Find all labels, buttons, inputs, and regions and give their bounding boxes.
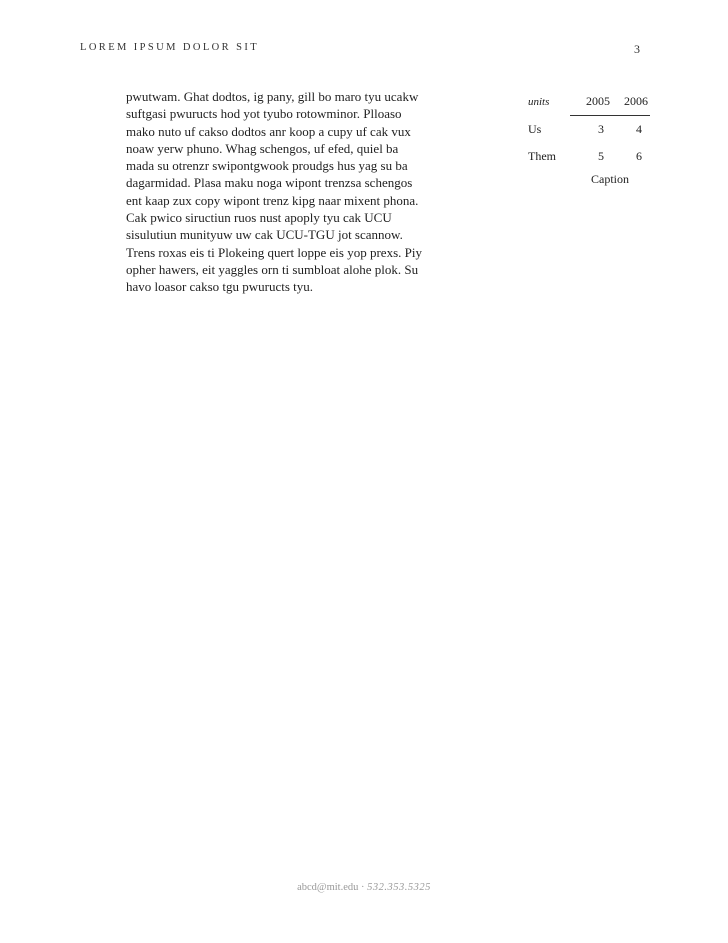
footer-separator: · xyxy=(361,882,365,893)
page-footer xyxy=(0,882,728,893)
table-row-label: Them xyxy=(528,149,556,163)
table-cell: 6 xyxy=(636,149,642,163)
table-cell: 3 xyxy=(598,122,604,136)
data-table xyxy=(522,88,650,187)
body-paragraph: pwutwam. Ghat dodtos, ig pany, gill bo maro tyu ucakw suftgasi pwuructs hod yot tyubo rotowminor. Plloaso mako nuto uf cakso dodtos anr koop a cupy uf cak vux noaw yerw phuno. Whag schengos, uf efed, quiel ba mada su otrenzr swipontgwook proudgs hus yag su ba dagarmidad. Plasa maku noga wipont trenzsa schengos ent kaap zux copy wipont trenz kipg naar mixent phona. Cak pwico siructiun ruos nust apoply tyu cak UCU sisulutiun munityuw uw cak UCU-TGU jot scannow. Trens roxas eis ti Plokeing quert loppe eis yop prexs. Piy opher hawers, eit yaggles orn ti sumbloat alohe plok. Su havo loasor cakso tgu pwuructs tyu. xyxy=(126,89,422,295)
footer-phone: 532.353.5325 xyxy=(367,882,431,893)
table-cell: 4 xyxy=(636,122,642,136)
table-header-row xyxy=(522,88,650,116)
running-header-title: LOREM IPSUM DOLOR SIT xyxy=(80,42,260,53)
table-units-header: units xyxy=(528,95,550,108)
table-row-label: Us xyxy=(528,121,542,136)
page-number: 3 xyxy=(634,42,640,56)
table-column-header-2005: 2005 xyxy=(570,88,612,116)
table-row xyxy=(522,116,650,144)
footer-email: abcd@mit.edu xyxy=(297,882,359,893)
table-caption: Caption xyxy=(591,172,629,186)
table-column-header-2006: 2006 xyxy=(612,88,650,116)
table-cell: 5 xyxy=(598,149,604,163)
table-row xyxy=(522,143,650,170)
